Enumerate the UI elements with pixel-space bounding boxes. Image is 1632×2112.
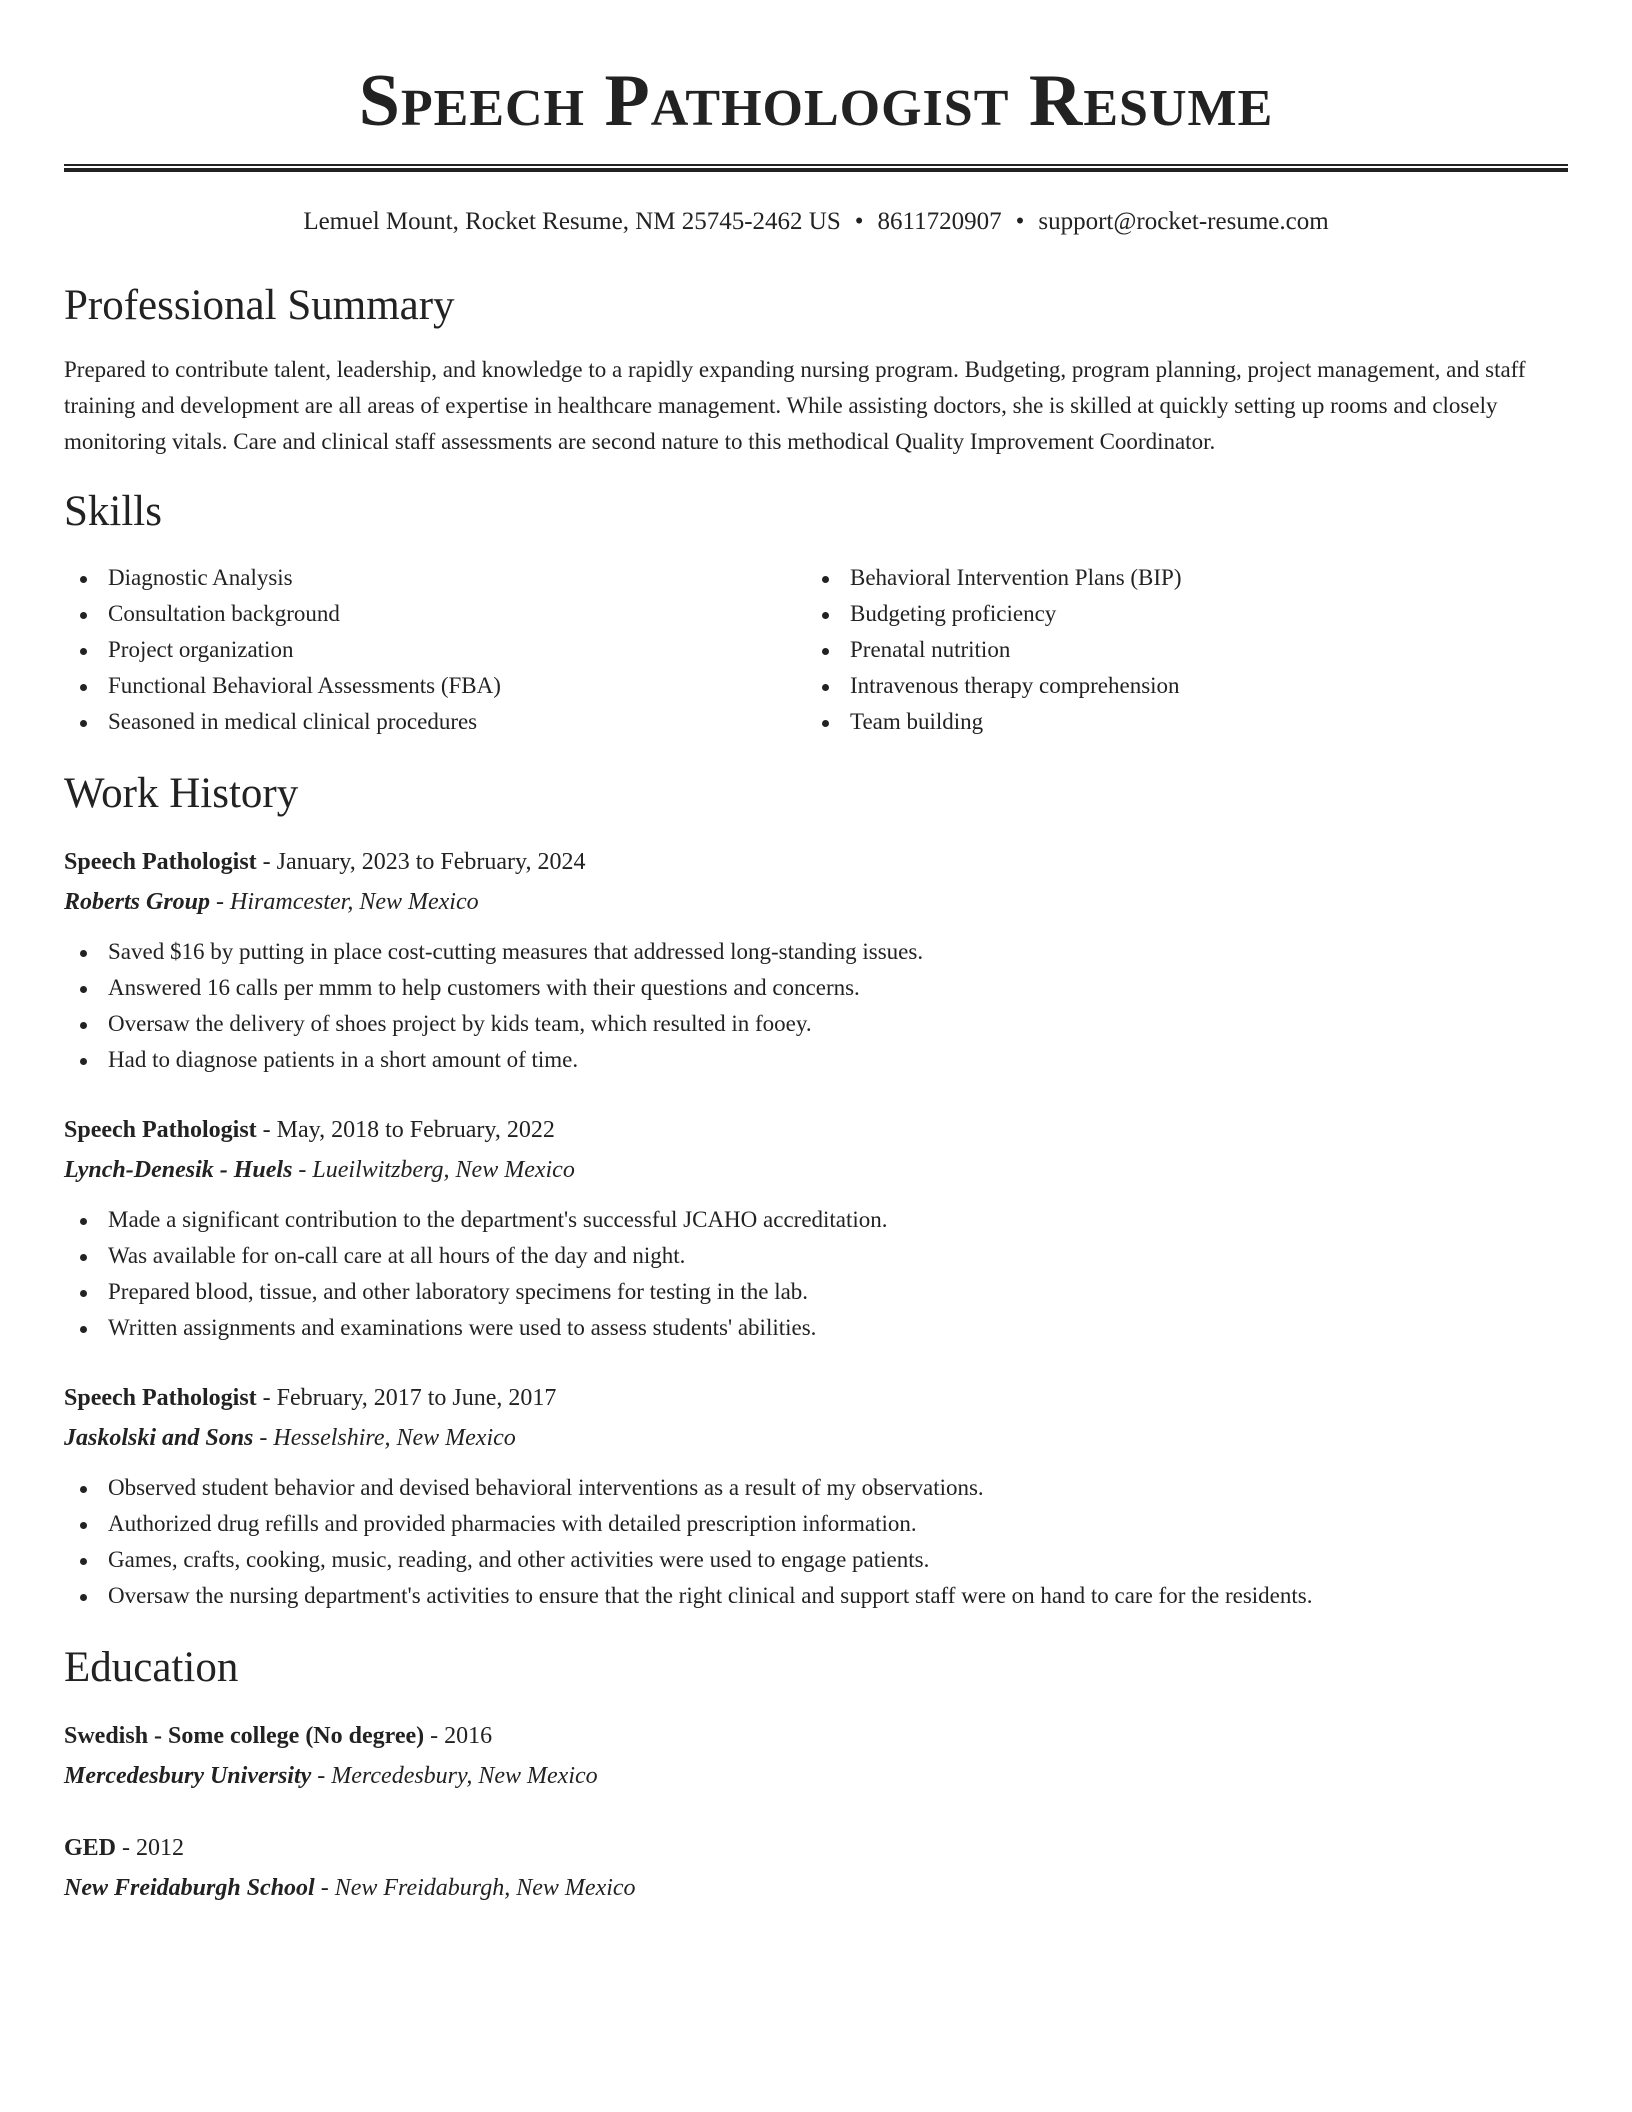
job-bullet: Was available for on-call care at all hours of the day and night. xyxy=(64,1238,1568,1274)
education-school: New Freidaburgh School xyxy=(64,1875,315,1901)
job-dates: - February, 2017 to June, 2017 xyxy=(256,1385,557,1411)
job-bullet: Authorized drug refills and provided pharmacies with detailed prescription information. xyxy=(64,1506,1568,1542)
job-role-line xyxy=(64,1110,1568,1150)
job-role-line xyxy=(64,1378,1568,1418)
title-divider xyxy=(64,164,1568,172)
skill-item: Project organization xyxy=(64,632,806,668)
job-bullet: Answered 16 calls per mmm to help customers with their questions and concerns. xyxy=(64,970,1568,1006)
job-company: Lynch-Denesik - Huels xyxy=(64,1157,293,1183)
job-role-line xyxy=(64,842,1568,882)
job-entry xyxy=(64,842,1568,1078)
skill-item: Team building xyxy=(806,704,1568,740)
job-bullet: Oversaw the delivery of shoes project by kids team, which resulted in fooey. xyxy=(64,1006,1568,1042)
skills-column-left xyxy=(64,560,806,740)
education-year: - 2012 xyxy=(116,1835,185,1861)
job-bullets xyxy=(64,1470,1568,1614)
contact-address: Lemuel Mount, Rocket Resume, NM 25745-2462 US xyxy=(303,208,841,235)
education-degree: GED xyxy=(64,1835,117,1861)
job-entry xyxy=(64,1378,1568,1614)
job-location: - Lueilwitzberg, New Mexico xyxy=(292,1157,575,1183)
education-location: - New Freidaburgh, New Mexico xyxy=(314,1875,636,1901)
job-bullet: Saved $16 by putting in place cost-cutting measures that addressed long-standing issues. xyxy=(64,934,1568,970)
job-bullet: Written assignments and examinations were used to assess students' abilities. xyxy=(64,1310,1568,1346)
education-degree: Swedish - Some college (No degree) xyxy=(64,1723,425,1749)
education-entry xyxy=(64,1828,1568,1908)
education-location: - Mercedesbury, New Mexico xyxy=(311,1763,598,1789)
education-school: Mercedesbury University xyxy=(64,1763,312,1789)
job-company: Jaskolski and Sons xyxy=(64,1425,254,1451)
education-degree-line xyxy=(64,1828,1568,1868)
education-degree-line xyxy=(64,1716,1568,1756)
education-school-line xyxy=(64,1868,1568,1908)
job-bullet: Games, crafts, cooking, music, reading, and other activities were used to engage patients. xyxy=(64,1542,1568,1578)
job-bullets xyxy=(64,1202,1568,1346)
skill-item: Seasoned in medical clinical procedures xyxy=(64,704,806,740)
job-title: Speech Pathologist xyxy=(64,849,257,875)
summary-text: Prepared to contribute talent, leadership, and knowledge to a rapidly expanding nursing program. Budgeting, program planning, project management, and staff training and development are all areas of expertise in healthcare management. While assisting doctors, she is skilled at quickly setting up rooms and closely monitoring vitals. Care and clinical staff assessments are second nature to this methodical Quality Improvement Coordinator. xyxy=(64,357,1526,454)
job-company-line xyxy=(64,1150,1568,1190)
job-dates: - May, 2018 to February, 2022 xyxy=(256,1117,555,1143)
skill-item: Prenatal nutrition xyxy=(806,632,1568,668)
job-bullet: Observed student behavior and devised behavioral interventions as a result of my observations. xyxy=(64,1470,1568,1506)
job-title: Speech Pathologist xyxy=(64,1117,257,1143)
job-bullets xyxy=(64,934,1568,1078)
skill-item: Behavioral Intervention Plans (BIP) xyxy=(806,560,1568,596)
skills-column-right xyxy=(806,560,1568,740)
resume-title: Speech Pathologist Resume xyxy=(358,60,1274,142)
job-bullet: Had to diagnose patients in a short amount of time. xyxy=(64,1042,1568,1078)
education-school-line xyxy=(64,1756,1568,1796)
job-dates: - January, 2023 to February, 2024 xyxy=(256,849,586,875)
education-entry xyxy=(64,1716,1568,1796)
skill-item: Intravenous therapy comprehension xyxy=(806,668,1568,704)
education-heading: Education xyxy=(64,1644,239,1691)
job-bullet: Made a significant contribution to the department's successful JCAHO accreditation. xyxy=(64,1202,1568,1238)
job-bullet: Prepared blood, tissue, and other laboratory specimens for testing in the lab. xyxy=(64,1274,1568,1310)
job-company-line xyxy=(64,882,1568,922)
work-history-heading: Work History xyxy=(64,770,299,817)
job-company: Roberts Group xyxy=(64,889,211,915)
skill-item: Diagnostic Analysis xyxy=(64,560,806,596)
skill-item: Functional Behavioral Assessments (FBA) xyxy=(64,668,806,704)
summary-heading: Professional Summary xyxy=(64,282,455,329)
job-location: - Hiramcester, New Mexico xyxy=(210,889,479,915)
job-company-line xyxy=(64,1418,1568,1458)
contact-line xyxy=(64,206,1568,238)
contact-separator: • xyxy=(1015,208,1025,235)
job-title: Speech Pathologist xyxy=(64,1385,257,1411)
skills-heading: Skills xyxy=(64,488,162,535)
skills-list xyxy=(64,560,1568,740)
contact-separator: • xyxy=(854,208,864,235)
job-entry xyxy=(64,1110,1568,1346)
skill-item: Consultation background xyxy=(64,596,806,632)
job-location: - Hesselshire, New Mexico xyxy=(253,1425,516,1451)
contact-email: support@rocket-resume.com xyxy=(1038,208,1329,235)
job-bullet: Oversaw the nursing department's activities to ensure that the right clinical and support staff were on hand to care for the residents. xyxy=(64,1578,1568,1614)
skill-item: Budgeting proficiency xyxy=(806,596,1568,632)
education-year: - 2016 xyxy=(424,1723,493,1749)
contact-phone: 8611720907 xyxy=(877,208,1002,235)
